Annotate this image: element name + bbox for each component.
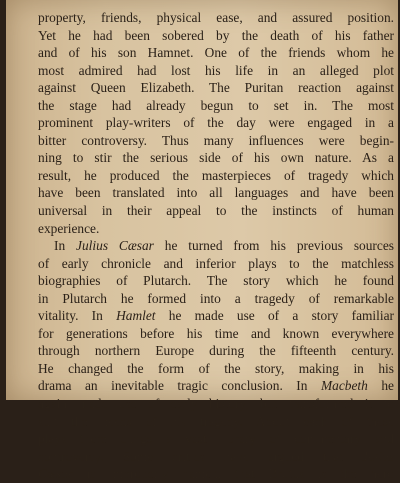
text-line: bitter controversy. Thus many influences were begin-	[38, 132, 394, 148]
text-line: property, friends, physical ease, and assured position.	[38, 10, 394, 25]
text-line: plays there clings a vast library of commentary and	[38, 431, 394, 447]
italic-title: Cæsar	[38, 466, 73, 482]
text-line: ning to stir the serious side of his own nature. As a	[38, 150, 394, 166]
text-line: universal in their appeal to the instincts of human	[38, 203, 394, 219]
text-run: controversy. Some critics have argued that	[38, 448, 362, 464]
italic-title: Julius	[362, 448, 394, 464]
text-line	[38, 307, 394, 325]
text-line: Yet he had been sobered by the death of his father	[38, 27, 394, 43]
text-line: suit the needs of his tragedy. About each of these	[38, 413, 394, 429]
text-line: against Queen Elizabeth. The Puritan reaction against	[38, 80, 394, 96]
text-line: most admired had lost his life in an alleged plot	[38, 62, 394, 78]
text-line: have been translated into all languages and have been	[38, 185, 394, 201]
text-run: he made use of a story familiar	[155, 308, 395, 324]
text-line	[38, 237, 394, 255]
text-run: vitality. In	[38, 308, 117, 324]
italic-title: Macbeth	[320, 378, 368, 394]
text-line: biographies of Plutarch. The story which he found	[38, 273, 394, 289]
italic-title: Julius Cæsar	[76, 238, 154, 254]
text-run: drama an inevitable tragic conclusion. In	[38, 378, 321, 394]
text-line: experience.	[38, 220, 100, 236]
text-line: through northern Europe during the fifteenth century.	[38, 343, 394, 359]
text-run: he turned from his previous sources	[153, 238, 394, 254]
body-text	[38, 9, 394, 483]
text-line: result, he produced the masterpieces of tragedy which	[38, 167, 394, 183]
italic-title: Hamlet	[116, 308, 156, 324]
book-page	[6, 0, 398, 482]
text-run: In	[54, 238, 77, 254]
text-line: of early chronicle and inferior plays to the matchless	[38, 255, 394, 271]
text-run: is improperly named, that Brutus is the hero	[72, 466, 394, 482]
text-line: for generations before his time and known everywhere	[38, 325, 394, 341]
text-line	[38, 465, 394, 483]
text-line: prominent play-writers of the day were engaged in a	[38, 115, 394, 131]
text-line: and of his son Hamnet. One of the friends whom he	[38, 45, 394, 61]
text-line: He changed the form of the story, making in his	[38, 360, 394, 376]
text-line: again made use of early history, but transformed it to	[38, 396, 394, 412]
text-line: the stage had already begun to set in. The most	[38, 97, 394, 113]
text-line	[38, 448, 394, 466]
text-line	[38, 377, 394, 395]
text-line: in Plutarch he formed into a tragedy of remarkable	[38, 290, 394, 306]
text-run: he	[367, 378, 394, 394]
